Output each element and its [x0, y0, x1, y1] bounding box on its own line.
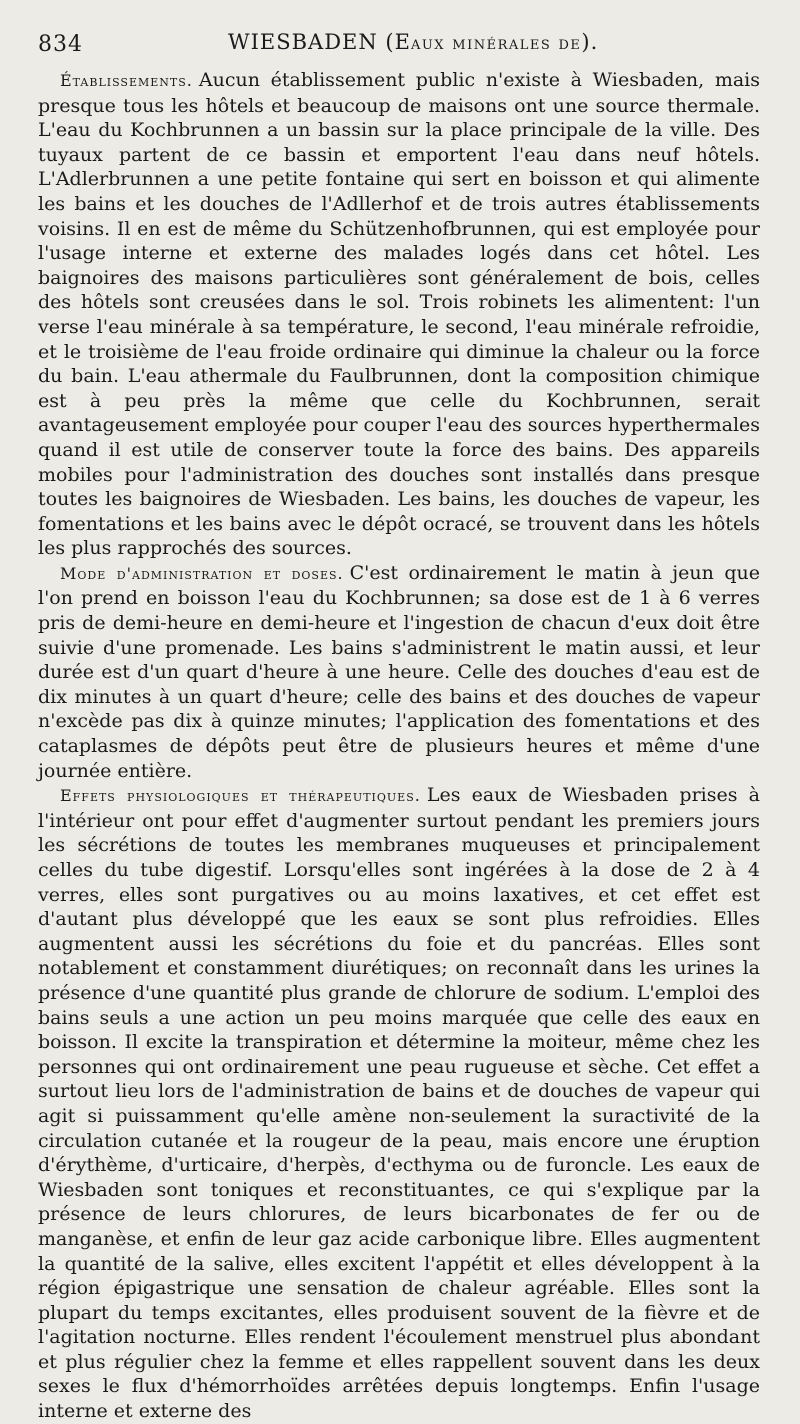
page-number: 834	[38, 32, 83, 57]
body-text	[38, 68, 760, 1424]
running-title	[228, 30, 598, 54]
paragraph-text: C'est ordinairement le matin à jeun que l'on prend en boisson l'eau du Kochbrunnen; sa dose est de 1 à 6 verres pris de demi-heure en demi-heure et l'ingestion de chacun d'eux doit être suivie d'une promenade. Les bains s'administrent le matin aussi, et leur durée est d'un quart d'heure à une heure. Celle des douches d'eau est de dix minutes à un quart d'heure; celle des bains et des douches de vapeur n'excède pas dix à quinze minutes; l'application des fomentations et des cataplasmes de dépôts peut être de plusieurs heures et même d'une journée entière.	[38, 561, 760, 782]
section-heading: Établissements.	[60, 71, 193, 90]
paragraph-text: Les eaux de Wiesbaden prises à l'intérieur ont pour effet d'augmenter surtout pendant les premiers jours les sécrétions de toutes les membranes muqueuses et principalement celles du tube digestif. Lorsqu'elles sont ingérées à la dose de 2 à 4 verres, elles sont purgatives ou au moins laxatives, et cet effet est d'autant plus développé que les eaux se sont plus refroidies. Elles augmentent aussi les sécrétions du foie et du pancréas. Elles sont notablement et constamment diurétiques; on reconnaît dans les urines la présence d'une quantité plus grande de chlorure de sodium. L'emploi des bains seuls a une action un peu moins marquée que celle des eaux en boisson. Il excite la transpiration et détermine la moiteur, même chez les personnes qui ont ordinairement une peau rugueuse et sèche. Cet effet a surtout lieu lors de l'administration de bains et de douches de vapeur qui agit si puissamment qu'elle amène non-seulement la suractivité de la circulation cutanée et la rougeur de la peau, mais encore une éruption d'érythème, d'urticaire, d'herpès, d'ecthyma ou de furoncle. Les eaux de Wiesbaden sont toniques et reconstituantes, ce qui s'explique par la présence de leurs chlorures, de leurs bicarbonates de fer ou de manganèse, et enfin de leur gaz acide carbonique libre. Elles augmentent la quantité de la salive, elles excitent l'appétit et elles développent à la région épigastrique une sensation de chaleur agréable. Elles sont la plupart du temps excitantes, elles produisent souvent de la fièvre et de l'agitation nocturne. Elles rendent l'écoulement menstruel plus abondant et plus régulier chez la femme et elles rappellent souvent dans les deux sexes le flux d'hémorrhoïdes arrêtées depuis longtemps. Enfin l'usage interne et externe des	[38, 784, 760, 1423]
section-heading: Mode d'administration et doses.	[60, 563, 344, 583]
paragraph-effets	[38, 783, 760, 1423]
paragraph-mode-administration	[38, 561, 760, 783]
running-title-main: WIESBADEN (E	[228, 30, 411, 54]
section-heading: Effets physiologiques et thérapeutiques.	[60, 786, 421, 806]
running-title-end: ).	[581, 30, 599, 54]
running-title-small-caps: aux minérales de	[410, 33, 582, 54]
paragraph-etablissements	[38, 68, 760, 561]
page-header	[38, 24, 760, 68]
page-footer-margin	[0, 1339, 800, 1361]
paragraph-text: Aucun établissement public n'existe à Wiesbaden, mais presque tous les hôtels et beaucoup de maisons ont une source thermale. L'eau du Kochbrunnen a un bassin sur la place principale de la ville. Des tuyaux partent de ce bassin et emportent l'eau dans neuf hôtels. L'Adlerbrunnen a une petite fontaine qui sert en boisson et qui alimente les bains et les douches de l'Adllerhof et de trois autres établissements voisins. Il en est de même du Schützenhofbrunnen, qui est employée pour l'usage interne et externe des malades logés dans cet hôtel. Les baignoires des maisons particulières sont généralement de bois, celles des hôtels sont creusées dans le sol. Trois robinets les alimentent: l'un verse l'eau minérale à sa température, le second, l'eau minérale refroidie, et le troisième de l'eau froide ordinaire qui diminue la chaleur ou la force du bain. L'eau athermale du Faulbrunnen, dont la composition chimique est à peu près la même que celle du Kochbrunnen, serait avantageusement employée pour couper l'eau des sources hyperthermales quand il est utile de conserver toute la force des bains. Des appareils mobiles pour l'administration des douches sont installés dans presque toutes les baignoires de Wiesbaden. Les bains, les douches de vapeur, les fomentations et les bains avec le dépôt ocracé, se trouvent dans les hôtels les plus rapprochés des sources.	[38, 69, 761, 560]
